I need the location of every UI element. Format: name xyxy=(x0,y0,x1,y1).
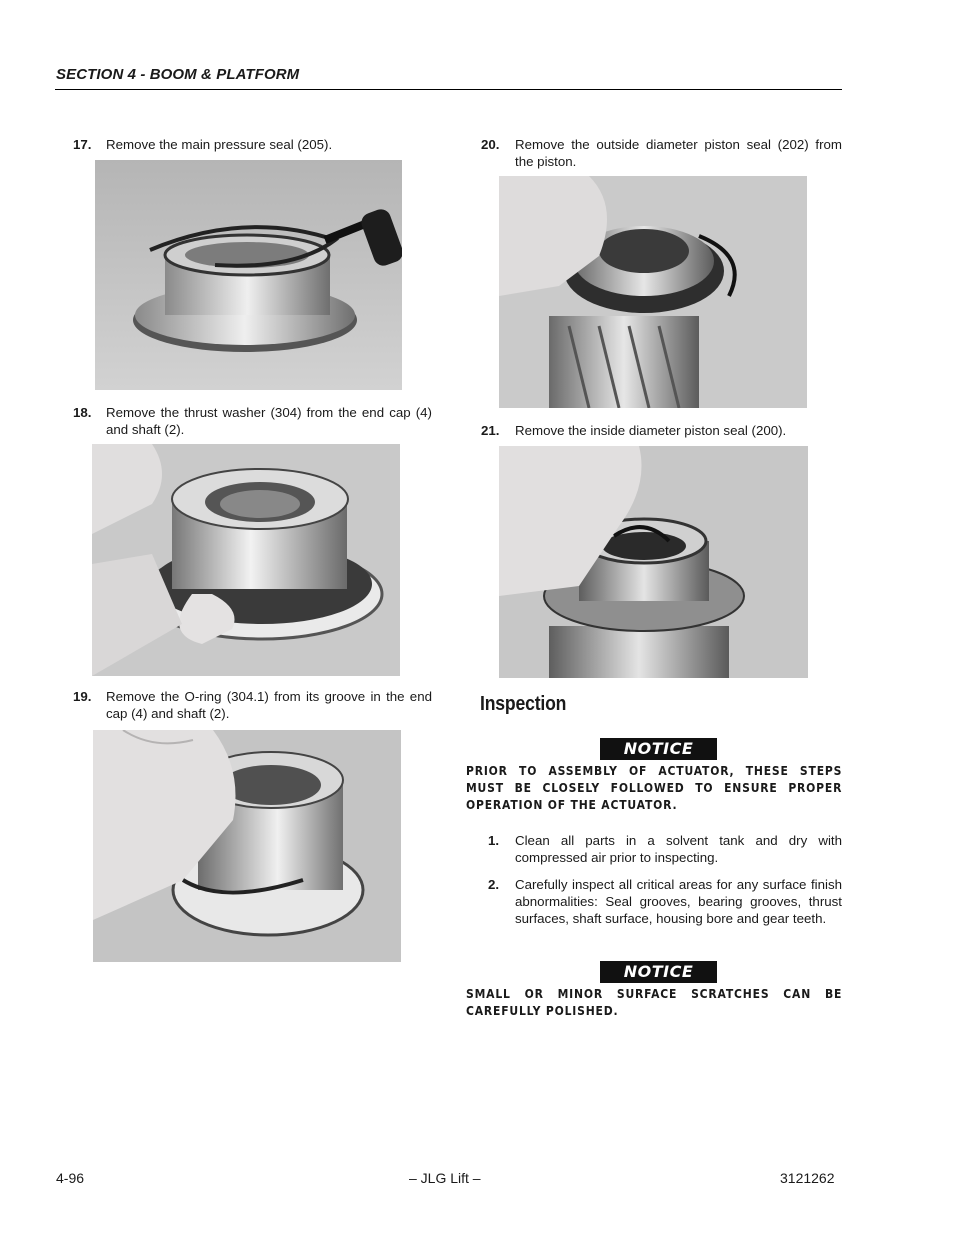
footer-publisher: – JLG Lift – xyxy=(409,1170,481,1186)
step-number: 19. xyxy=(73,689,92,704)
page-number: 4-96 xyxy=(56,1170,85,1186)
item-number: 1. xyxy=(488,833,500,848)
item-text: Clean all parts in a solvent tank and dry with compressed air prior to inspecting. xyxy=(515,833,842,865)
step-text: Remove the inside diameter piston seal (200). xyxy=(515,423,787,438)
step-text: Remove the outside diameter piston seal (202) from the piston. xyxy=(515,137,842,169)
notice-badge-1: NOTICE xyxy=(600,738,717,760)
inspection-item-1 xyxy=(488,832,842,868)
step-number: 18. xyxy=(73,405,92,420)
step-17 xyxy=(73,136,433,156)
step-number: 17. xyxy=(73,137,92,152)
step-20 xyxy=(481,136,842,172)
step-number: 21. xyxy=(481,423,500,438)
header-rule xyxy=(55,89,842,90)
photo-remove-inside-piston-seal xyxy=(499,446,808,678)
document-number: 3121262 xyxy=(780,1170,835,1186)
step-18 xyxy=(73,404,433,440)
photo-remove-main-pressure-seal xyxy=(95,160,402,390)
step-text: Remove the thrust washer (304) from the end cap (4) and shaft (2). xyxy=(106,405,432,437)
item-number: 2. xyxy=(488,877,500,892)
inspection-item-2 xyxy=(488,876,842,946)
step-text: Remove the main pressure seal (205). xyxy=(106,137,333,152)
notice-badge-2: NOTICE xyxy=(600,961,717,983)
section-title: SECTION 4 - BOOM & PLATFORM xyxy=(56,66,300,83)
step-number: 20. xyxy=(481,137,500,152)
photo-remove-outside-piston-seal xyxy=(499,176,807,408)
notice-text-1: PRIOR TO ASSEMBLY OF ACTUATOR, THESE STEPS MUST BE CLOSELY FOLLOWED TO ENSURE PROPER OPERATION OF THE ACTUATOR. xyxy=(466,764,843,812)
step-19 xyxy=(73,688,433,724)
inspection-heading: Inspection xyxy=(480,693,567,715)
photo-remove-o-ring xyxy=(93,730,401,962)
item-text: Carefully inspect all critical areas for any surface finish abnormalities: Seal grooves, bearing grooves, thrust surfaces, shaft surface, housing bore and gear teeth. xyxy=(515,877,842,926)
photo-remove-thrust-washer xyxy=(92,444,400,676)
step-21 xyxy=(481,422,842,442)
step-text: Remove the O-ring (304.1) from its groove in the end cap (4) and shaft (2). xyxy=(106,689,432,721)
notice-text-2: SMALL OR MINOR SURFACE SCRATCHES CAN BE CAREFULLY POLISHED. xyxy=(466,987,843,1018)
